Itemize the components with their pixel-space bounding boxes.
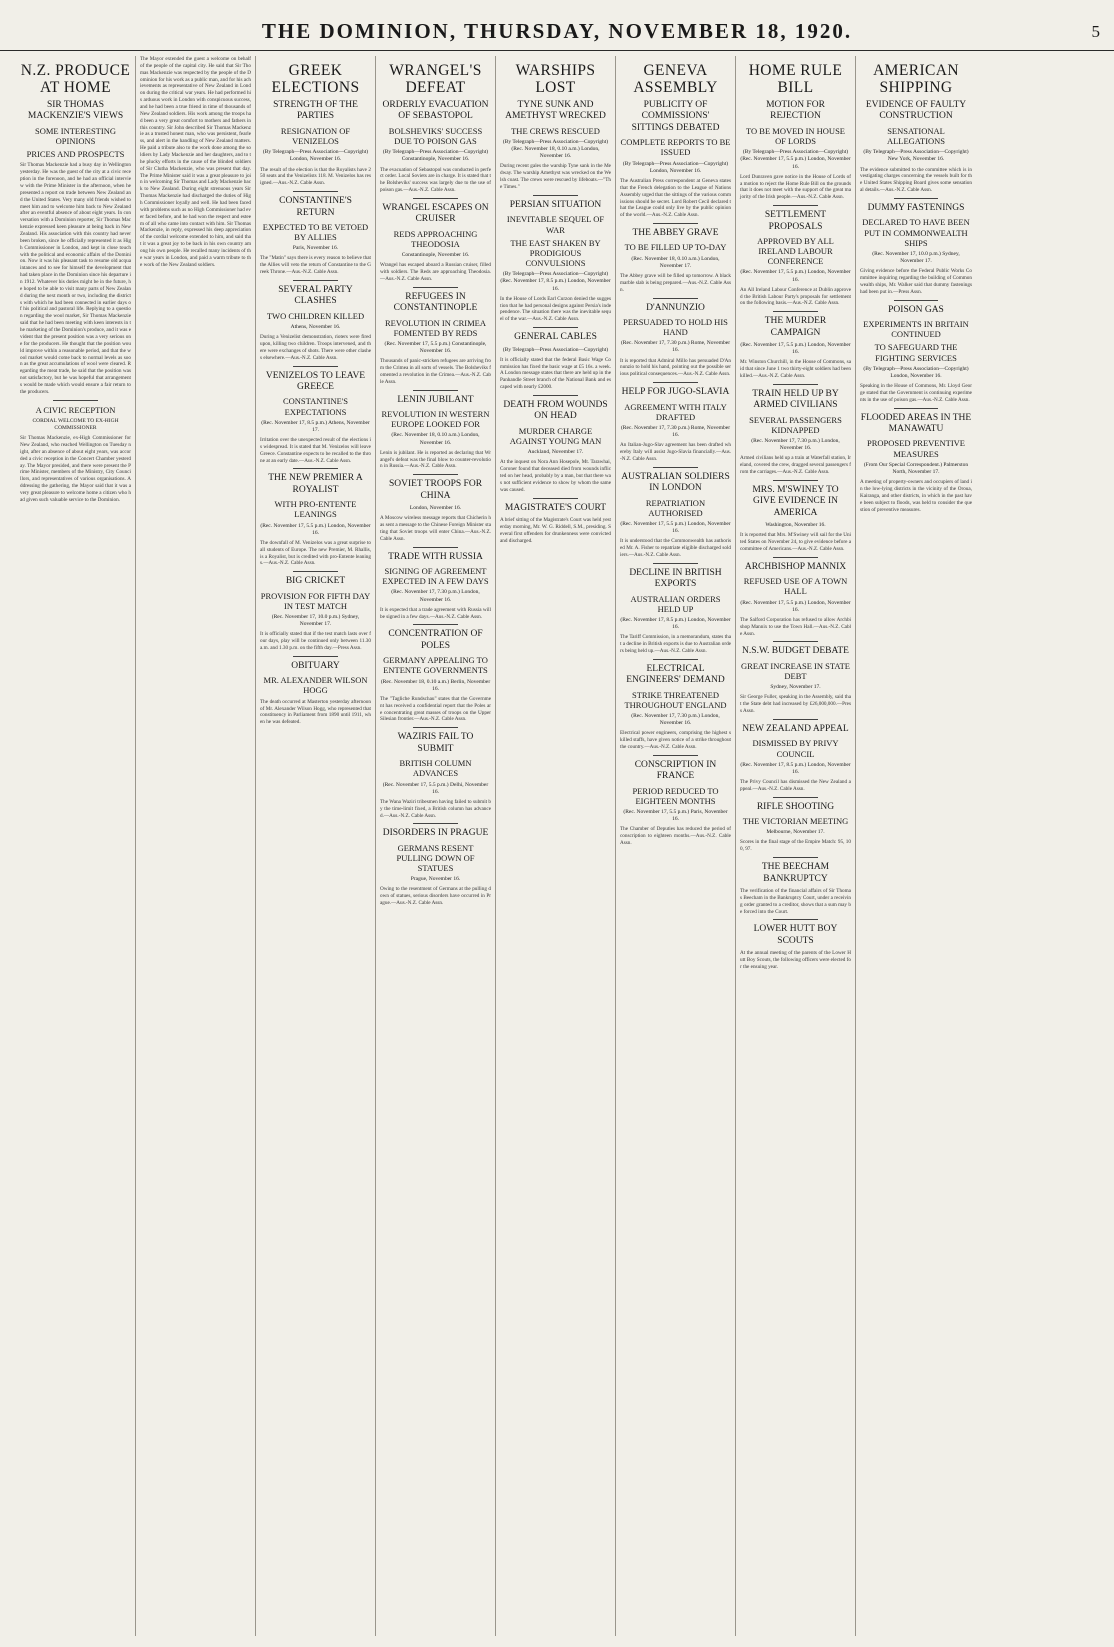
article-divider [293,656,337,657]
article-deck: TO BE FILLED UP TO-DAY [624,242,727,253]
article-headline: WRANGEL'S DEFEAT [389,62,482,97]
article [620,298,731,379]
article [740,384,851,476]
article-body: The result of the election is that the Royalists have 250 seats and the Venizelists 118. M. Venizelos has resigned.—Aus.-N.Z. Cable Assn. [260,166,371,187]
article-body: The evidence submitted to the committee which is investigating charges concerning the vessels built for the United States Shipping Board gives some sensational details.—Aus.-N.Z. Cable Assn. [860,166,972,194]
article [260,62,371,187]
article-body: The Tariff Commission, in a memorandum, states that a decline in British exports is due to Australian orders being held up.—Aus.-N.Z. Cable Assn. [620,634,731,654]
article [380,62,491,194]
article [260,656,371,726]
article-divider [53,400,97,401]
article-deck: TWO CHILDREN KILLED [266,310,365,321]
article-dateline: (Rec. November 17, 10.0 p.m.) Sydney, November 17. [271,614,360,628]
article-deck: PERIOD REDUCED TO EIGHTEEN MONTHS [632,785,719,806]
article-subheadline: PERSIAN SITUATION [509,199,602,210]
article [860,198,972,296]
article [620,467,731,559]
article-subheadline: STRENGTH OF THE PARTIES [273,100,358,122]
article-dateline: Prague, November 16. [410,876,461,883]
article [380,287,491,386]
article-subheadline: D'ANNUNZIO [646,302,705,313]
article-subheadline: CONCENTRATION OF POLES [388,629,483,651]
article [620,62,731,219]
article [260,280,371,362]
article [380,823,491,907]
newspaper-column [16,56,136,1636]
article-divider [653,755,697,756]
article-divider [773,205,817,206]
article [860,408,972,514]
newspaper-column [616,56,736,1636]
article-subheadline: HELP FOR JUGO-SLAVIA [621,387,730,398]
article-subheadline: WRANGEL ESCAPES ON CRUISER [382,202,489,225]
article-subheadline: GENERAL CABLES [514,332,597,343]
article [740,857,851,915]
article-deck: THE CREWS RESCUED [511,125,600,136]
article-subheadline: NEW ZEALAND APPEAL [742,723,849,734]
article-dateline: (By Telegraph—Press Association—Copyright) London, November 16. [262,149,369,163]
article-dateline: (Rec. November 17, 10.0 p.m.) Sydney, November 17. [872,250,960,265]
article-dateline: (Rec. November 17, 5.5 p.m.) London, November 16. [740,342,851,356]
article [740,557,851,638]
article [620,755,731,847]
article-deck: PROPOSED PREVENTIVE MEASURES [867,438,965,459]
article-dateline: (Rec. November 17, 5.5 p.m.) London, November 16. [260,522,371,536]
article-deck: APPROVED BY ALL IRELAND LABOUR CONFERENCE [757,235,834,267]
article [380,390,491,471]
article-body: An Italian-Jugo-Slav agreement has been drafted whereby Italy will assist Jugo-Slavia financially.—Aus.-N.Z. Cable Assn. [620,442,731,462]
article-body: The verification of the financial affairs of Sir Thomas Beecham in the Bankruptcy Court, under a receiving order granted to a creditor, shows that a sum may be forced into the Court. [740,887,851,915]
article-subheadline: RIFLE SHOOTING [756,801,835,812]
article-deck: COMPLETE REPORTS TO BE ISSUED [620,137,731,158]
article-dateline: (Rec. November 17, 5.5 p.m.) Constantinople, November 16. [384,341,487,355]
article-subheadline: ARCHBISHOP MANNIX [744,561,847,572]
article-body: It is officially stated that the federal Basic Wage Commission has fixed the basic wage at £5 16s. a week. A London message states that there are held up in the Panhandle Street branch of the National Bank and escaped with nearly £2000. [500,356,611,391]
article-deck: DISMISSED BY PRIVY COUNCIL [752,738,839,759]
article-subheadline: SEVERAL PARTY CLASHES [278,284,353,307]
article-divider [653,223,697,224]
article-dateline: (By Telegraph—Press Association—Copyright) [502,346,609,353]
article [500,62,611,191]
article [620,563,731,655]
article-dateline: Constantinople, November 16. [401,252,470,259]
article-deck: DECLARED TO HAVE BEEN PUT IN COMMONWEALTH SHIPS [862,217,970,248]
article-dateline: (Rec. November 17, 7.30 p.m.) London, November 16. [751,438,840,452]
article-deck: SEVERAL PASSENGERS KIDNAPPED [749,414,842,435]
article-body: The Mayor extended the guest a welcome on behalf of the people of the capital city. He said that Sir Thomas Mackenzie was respected by the people of the Dominion for his work as a public man, and for his achievements as representative of New Zealand in London during the critical war years. He had performed his arduous work in London with conspicuous success, and he had been a true friend in time of thousands of New Zealand soldiers. His work among the troops had been a very great comfort to mothers and fathers in this country. Sir John described Sir Thomas Mackenzie as a trusted honest man, who was persistent, fearless, and alert in the handling of New Zealand matters. He paid a tribute also to the work done among the soldiers by Lady Mackenzie and her daughters, and to the plucky efforts in the cause of the blinded soldiers of Sir Clutha Mackenzie, who was present that day. The Prime Minister said it was a great pleasure to join in welcoming Sir Thomas and Lady Mackenzie back to New Zealand. During eight strenuous years Sir Thomas Mackenzie had discharged the duties of High Commissioner loyally and well. He had been faced with problems such as no High Commissioner had ever faced before, and he had won the respect and esteem of all who came into contact with him. Sir Thomas Mackenzie, in reply, expressed his deep appreciation of the cordial welcome extended to him, and said that it was a great joy to be back in his own country among his own people. He recalled many incidents of the war years in London, and paid a warm tribute to the work of the New Zealand soldiers. [140,56,251,268]
article-dateline: (From Our Special Correspondent.) Palmerston North, November 17. [863,461,969,475]
article-deck: SIGNING OF AGREEMENT EXPECTED IN A FEW DAYS [382,566,489,587]
article-subheadline: THE NEW PREMIER A ROYALIST [268,473,363,495]
article [740,311,851,380]
article-body: A Moscow wireless message reports that Chicherin has sent a message to the Chinese Foreign Minister stating that Soviet troops will enter China.—Aus.-N.Z. Cable Assn. [380,515,491,542]
article-dateline: Paris, November 16. [292,245,339,252]
article-dateline: (Rec. November 17, 5.5 p.m.) London, November 16. [620,520,731,535]
article-deck-secondary: A CIVIC RECEPTION [35,404,116,415]
article-deck: REVOLUTION IN CRIMEA FOMENTED BY REDS [384,317,487,338]
article-divider [293,280,337,281]
article-dateline: Washington, November 16. [765,522,826,529]
article-dateline: (Rec. November 17, 7.30 p.m.) London, November 16. [391,589,480,603]
article-subheadline: BIG CRICKET [285,576,346,587]
article [740,719,851,793]
article-body: Electrical power engineers, comprising the highest skilled staffs, have given notice of a strike throughout the country.—Aus.-N.Z. Cable Assn. [620,730,731,750]
article-body: Speaking in the House of Commons, Mr. Lloyd George stated that the Government is continuing experiments in the use of poison gas.—Aus.-N.Z. Cable Assn. [860,383,972,403]
article-deck: PROVISION FOR FIFTH DAY IN TEST MATCH [260,590,371,611]
article-subheadline: THE ABBEY GRAVE [632,228,719,239]
article-divider [413,823,457,824]
article-subheadline: DUMMY FASTENINGS [867,202,965,213]
article-headline: N.Z. PRODUCE AT HOME [20,62,131,97]
article-dateline: (By Telegraph—Press Association—Copyright) (Rec. November 18, 0.10 a.m.) London, November 16. [502,139,609,160]
article-deck: GERMANY APPEALING TO ENTENTE GOVERNMENTS [383,655,488,676]
article-deck: EXPECTED TO BE VETOED BY ALLIES [262,221,369,243]
article-subheadline: TYNE SUNK AND AMETHYST WRECKED [505,100,606,122]
article-subheadline: CONSTANTINE'S RETURN [279,196,352,218]
article-body: Wrangel has escaped aboard a Russian cruiser, filled with soldiers. The Reds are approaching Theodosia.—Aus.-N.Z. Cable Assn. [380,262,491,282]
article-dateline: (By Telegraph—Press Association—Copyright) New York, November 16. [863,149,969,163]
article-body: The "Matin" says there is every reason to believe that the Allies will veto the return of Constantine to the Greek Throne.—Aus.-N.Z. Cable Assn. [260,255,371,276]
article-subheadline: LOWER HUTT BOY SCOUTS [753,924,838,946]
article-divider [653,467,697,468]
article-divider [653,382,697,383]
article-body: The evacuation of Sebastopol was conducted in perfect order. Local Soviets are in charge. It is stated that the Bolsheviks' success was largely due to the use of poison gas.—Aus.-N.Z. Cable Assn. [380,166,491,194]
article-body: At the inquest on Nora Ann Hosepole, Mt. Tarawhai, Coroner found that deceased died from wounds inflicted on her head, probably by a man, but that there was not sufficient evidence to show by whom the same was caused. [500,459,611,493]
article-divider [773,384,817,385]
article-deck: WITH PRO-ENTENTE LEANINGS [274,499,357,520]
article-divider [413,198,457,199]
article-body: During a Venizelist demonstration, rioters were fired upon, killing two children. Troops intervened, and there were exchanges of shots. There were other clashes elsewhere.—Aus.-N.Z. Cable Assn. [260,334,371,361]
article-subheadline: DEATH FROM WOUNDS ON HEAD [503,399,608,422]
article-deck-secondary: TO SAFEGUARD THE FIGHTING SERVICES [874,342,958,363]
article-subheadline: EVIDENCE OF FAULTY CONSTRUCTION [865,100,967,122]
article-subheadline: LENIN JUBILANT [397,394,474,405]
article-deck: MURDER CHARGE AGAINST YOUNG MAN [509,425,602,446]
article-body: The death occurred at Masterton yesterday afternoon of Mr. Alexander Wilson Hogg, who represented that constituency in Parliament from 1890 until 1911, when he was defeated. [260,698,371,726]
article-body: It is understood that the Commonwealth has authorised Mr. A. Fisher to repatriate eligible discharged soldiers.—Aus.-N.Z. Cable Assn. [620,538,731,558]
newspaper-column [376,56,496,1636]
article-dateline: (Rec. November 17, 7.30 p.m.) Rome, November 16. [620,424,731,439]
article-body: The downfall of M. Venizelos was a great surprise to all students of Europe. The new Premier, M. Rhallis, is a Royalist, but is credited with pro-Entente leanings.—Aus.-N.Z. Cable Assn. [260,539,371,567]
article-deck: REPATRIATION AUTHORISED [645,497,706,518]
article [740,62,851,201]
article-deck: BOLSHEVIKS' SUCCESS DUE TO POISON GAS [388,125,483,147]
article-divider [293,191,337,192]
article-body: The Australian Press correspondent at Geneva states that the French delegation to the League of Nations Assembly urged that the sittings of the various commissions should be secret. Lord Robert Cecil declared that the League could only live by the public opinion of the world.—Aus.-N.Z. Cable Assn. [620,177,731,219]
article-divider [533,498,577,499]
article [740,797,851,853]
article [500,327,611,391]
article-body: Sir Thomas Mackenzie had a busy day in Wellington yesterday. He was the guest of the city at a civic reception in the forenoon, and he had an official interview with the Prime Minister in the afternoon, when he presented a report on trade between New Zealand and the United States. Very many old friends wished to meet him and to welcome him back to New Zealand after an eventful absence of about eight years. In conversation with a Dominion reporter, Sir Thomas Mackenzie expressed keen pleasure at being back in New Zealand. His association with this country had never been broken, since he officially represented it as High Commissioner in London, and kept in close touch with the political and economic affairs of the Dominion. Now it was his pleasant task to resume old acquaintances and to see for himself the development that had taken place in the Dominion since his departure in 1912. Whatever his duties might be in the future, he hoped to be able to visit many parts of New Zealand during the next month or two, including the districts with which he had been connected in earlier days of his political and pastoral life. Replying to a question regarding the wool market, Sir Thomas Mackenzie said that he had been meeting with keen interests in the marketing of the Dominion's produce, and it was evident that the present position was a very serious one for the producers. He thought that the position would improve within a reasonable period, and that the wool market would come back to normal levels as soon as the great accumulations of wool were cleared. Regarding the meat trade, he said that the position was not satisfactory, but he was hopeful that arrangements would be made which would ensure a fair return to the producers. [20,162,131,395]
article-divider [773,641,817,642]
article-deck: REDS APPROACHING THEODOSIA [393,228,478,249]
article-body: Thousands of panic-stricken refugees are arriving from the Crimea in all sorts of vessels. The Bolsheviks fomented a revolution in the Crimea.—Aus.-N.Z. Cable Assn. [380,358,491,385]
article-dateline: CORDIAL WELCOME TO EX-HIGH COMMISSIONER [32,417,119,431]
article-subheadline: N.S.W. BUDGET DEBATE [742,646,849,657]
article [740,205,851,307]
article [740,480,851,553]
article-body: Sir George Fuller, speaking in the Assembly, said that the State debt had increased by £26,000,000.—Press Assn. [740,694,851,715]
article-deck: SOME INTERESTING OPINIONS [35,125,116,147]
article-dateline: Melbourne, November 17. [766,829,825,836]
article-subheadline: SIR THOMAS MACKENZIE'S VIEWS [27,100,124,122]
article-deck: MR. ALEXANDER WILSON HOGG [263,675,368,696]
article-divider [653,659,697,660]
article-divider [293,571,337,572]
article-deck-secondary: THE EAST SHAKEN BY PRODIGIOUS CONVULSIONS [510,237,601,269]
article [500,195,611,323]
article-body: Mr. Winston Churchill, in the House of Commons, said that since June 1 two thirty-eight soldiers had been killed.—Aus.-N.Z. Cable Assn. [740,359,851,380]
article-dateline: (Rec. November 17, 5.5 p.m.) Delhi, November 16. [382,781,489,795]
article-dateline: (Rec. November 17, 8.5 p.m.) Athens, November 17. [261,419,370,433]
article-body: It is reported that Admiral Millo has persuaded D'Annunzio to hold his hand, pointing out the possible serious political consequences.—Aus.-N.Z. Cable Assn. [620,357,731,378]
article-divider [773,480,817,481]
newspaper-column [736,56,856,1636]
article-body: The Privy Council has dismissed the New Zealand appeal.—Aus.-N.Z. Cable Assn. [740,779,851,792]
newspaper-column [256,56,376,1636]
article-divider [653,563,697,564]
article-divider [413,390,457,391]
article-deck: INEVITABLE SEQUEL OF WAR [506,214,605,235]
article-divider [894,408,939,409]
article-subheadline: VENIZELOS TO LEAVE GREECE [265,370,366,392]
article-body: Irritation over the unexpected result of the elections is widespread. It is stated that M. Venizelos will leave Greece. Constantine expects to be recalled to the throne at an early date.—Aus.-N.Z. Cable Assn. [260,436,371,464]
article [380,198,491,283]
article [500,498,611,545]
article-divider [894,300,939,301]
article-body: The Chamber of Deputies has reduced the period of conscription to eighteen months.—Aus.-N.Z. Cable Assn. [620,826,731,846]
article-deck: RESIGNATION OF VENIZELOS [280,125,351,147]
article-headline: GENEVA ASSEMBLY [633,62,718,97]
article-subheadline: REFUGEES IN CONSTANTINOPLE [393,291,478,314]
article-dateline: (Rec. November 17, 8.5 p.m.) London, November 16. [740,761,851,775]
article-body: At the annual meeting of the parents of the Lower Hutt Boy Scouts, the following officers were elected for the ensuing year. [740,950,851,970]
article-body: Sir Thomas Mackenzie, ex-High Commissioner for New Zealand, who reached Wellington on Tuesday night, after an absence of about eight years, was accorded a civic reception in the Concert Chamber yesterday. The Mayor presided, and there were present the Prime Minister, members of the Ministry, City Councillors, and representatives of various organisations. Addressing the gathering, the Mayor said that it was a very great pleasure to welcome home a citizen who had given such valuable service to the Dominion. [20,435,131,503]
article-divider [293,468,337,469]
article [140,56,251,269]
article-deck: REVOLUTION IN WESTERN EUROPE LOOKED FOR [381,409,490,430]
article [620,382,731,463]
newspaper-title: THE DOMINION, THURSDAY, NOVEMBER 18, 1920. [261,19,853,43]
article-body: A meeting of property-owners and occupiers of land in the low-lying districts in the vicinity of the Oroua, Kairanga, and other districts, in which in the past have been subject to floods, was held to consider the question of preventive measures. [860,479,972,513]
article-body: A brief sitting of the Magistrate's Court was held yesterday morning, Mr. W. G. Riddell, S.M., presiding. Several first offenders for drunkenness were convicted and discharged. [500,516,611,544]
article [860,300,972,404]
newspaper-column [496,56,616,1636]
article-body: The Abbey grave will be filled up tomorrow. A black marble slab is being prepared.—Aus.-N.Z. Cable Assn. [620,272,731,293]
article-body: An All Ireland Labour Conference at Dublin approved the British Labour Party's proposals for settlement on the following basis.—Aus.-N.Z. Cable Assn. [740,286,851,307]
article-divider [293,366,337,367]
article-dateline: (Rec. November 18, 0.10 a.m.) London, November 17. [631,255,720,269]
article-dateline: (By Telegraph—Press Association—Copyright) London, November 16. [622,160,729,174]
article-dateline: Auckland, November 17. [527,449,584,456]
article-body: Armed civilians held up a train at Waterfall station, Ireland, covered the crew, dragged several passengers from the carriages.—Aus.-N.Z. Cable Assn. [740,455,851,476]
article-subheadline: TRAIN HELD UP BY ARMED CIVILIANS [752,388,839,411]
article-subheadline: ELECTRICAL ENGINEERS' DEMAND [626,663,725,686]
article [260,468,371,567]
article-dateline: (Rec. November 17, 8.5 p.m.) London, November 16. [620,616,731,631]
article [260,191,371,276]
article-subheadline: PUBLICITY OF COMMISSIONS' SITTINGS DEBATED [631,100,720,133]
article-dateline: Athens, November 16. [290,323,341,330]
article-deck: SENSATIONAL ALLEGATIONS [886,125,946,147]
article-subheadline: SOVIET TROOPS FOR CHINA [388,479,483,501]
article-body: During recent gales the warship Tyne sank in the Medway. The warship Amethyst was wrecked on the Welsh coast. The crews were rescued by lifeboats.—"The Times." [500,163,611,191]
article-dateline: London, November 16. [409,505,462,512]
article-deck-secondary: PRICES AND PROSPECTS [26,149,125,160]
article-divider [413,727,457,728]
article-body: The Salford Corporation has refused to allow Archbishop Mannix to use the Town Hall.—Aus.-N.Z. Cable Assn. [740,616,851,637]
article-subheadline: WAZIRIS FAIL TO SUBMIT [397,732,474,754]
article-divider [773,311,817,312]
article-dateline: (Rec. November 17, 7.30 p.m.) London, November 16. [631,712,720,727]
article-dateline: (Rec. November 18, 0.10 a.m.) London, November 16. [391,432,480,446]
article-subheadline: MOTION FOR REJECTION [766,100,825,122]
article-body: It is expected that a trade agreement with Russia will be signed in a few days.—Aus.-N.Z. Cable Assn. [380,606,491,620]
article [620,659,731,751]
article-dateline: Sydney, November 17. [770,684,821,691]
article-dateline: (Rec. November 17, 5.5 p.m.) London, November 16. [740,599,851,613]
article-subheadline: OBITUARY [291,660,340,671]
article-body: In the House of Lords Earl Curzon denied the suggestion that he had personal designs against Persia's independence. The situation there was the inevitable sequel of the war.—Aus.-N.Z. Cable Assn. [500,295,612,323]
article-deck: CONSTANTINE'S EXPECTATIONS [282,396,349,417]
article-dateline: (By Telegraph—Press Association—Copyright) (Rec. November 17, 5.5 p.m.) London, November 16. [740,149,851,170]
newspaper-column [136,56,256,1636]
article-divider [773,719,817,720]
article-divider [533,195,577,196]
article-subheadline: FLOODED AREAS IN THE MANAWATU [860,412,972,435]
article-body: The "Tagliche Rundschau" states that the Government has received a confidential report that the Poles are concentrating great masses of troops on the Upper Silesian frontier.—Aus.-N.Z. Cable Assn. [380,695,491,723]
article [380,624,491,723]
article-deck: BRITISH COLUMN ADVANCES [399,758,472,779]
article-subheadline: DECLINE IN BRITISH EXPORTS [629,567,722,590]
article-body: The Wana Waziri tribesmen having failed to submit by the time-limit fixed, a British column has advanced.—Aus.-N.Z. Cable Assn. [380,798,491,819]
article-divider [413,287,457,288]
article-divider [653,298,697,299]
article [380,474,491,542]
article [20,400,131,504]
article-headline: WARSHIPS LOST [515,62,596,97]
page-columns [16,56,1102,1636]
newspaper-column [856,56,976,1636]
article-divider [413,474,457,475]
article-divider [773,919,817,920]
article-subheadline: MRS. M'SWINEY TO GIVE EVIDENCE IN AMERICA [752,484,839,518]
article-subheadline: THE MURDER CAMPAIGN [764,316,827,338]
page-number: 5 [1091,22,1100,41]
article-headline: AMERICAN SHIPPING [873,62,959,97]
article-subheadline: TRADE WITH RUSSIA [388,551,483,562]
article-deck: THE VICTORIAN MEETING [742,816,849,827]
article-deck: STRIKE THREATENED THROUGHOUT ENGLAND [624,689,727,710]
article-body: Lord Dunraven gave notice in the House of Lords of a motion to reject the Home Rule Bill on the grounds that it does not meet with the support of the great majority of the Irish people.—Aus.-N.Z. Cable Assn. [740,173,851,201]
article-divider [773,557,817,558]
article-body: It is officially stated that if the test match lasts over four days, play will be continued only between 11.30 a.m. and 1.30 p.m. on the fifth day.—Press Assn. [260,631,371,652]
article-subheadline: MAGISTRATE'S COURT [504,502,607,513]
article-subheadline: POISON GAS [888,304,944,315]
article-deck: PERSUADED TO HOLD HIS HAND [623,316,728,338]
article [860,62,972,194]
article-dateline: (By Telegraph—Press Association—Copyright) (Rec. November 17, 8.5 p.m.) London, November 16. [500,271,611,292]
article-divider [533,327,577,328]
article [20,62,131,396]
article-headline: GREEK ELECTIONS [271,62,360,97]
article-divider [894,198,939,199]
article-subheadline: ORDERLY EVACUATION OF SEBASTOPOL [382,100,489,122]
article-body: Owing to the resentment of Germans at the pulling down of statues, serious disorders have occurred in Prague.—Aus.-N.Z. Cable Assn. [380,886,491,907]
article-subheadline: SETTLEMENT PROPOSALS [764,210,827,232]
article [380,547,491,621]
article-body: Scores in the final stage of the Empire Match: 95, 100, 97. [740,839,851,853]
article-dateline: (Rec. November 17, 5.5 p.m.) London, November 16. [740,269,851,283]
article-deck: REFUSED USE OF A TOWN HALL [743,576,848,597]
article-subheadline: CONSCRIPTION IN FRANCE [634,759,717,782]
article-subheadline: THE BEECHAM BANKRUPTCY [761,862,830,884]
article-body: Giving evidence before the Federal Public Works Committee inquiring regarding the building of Commonwealth ships, Mr. Walker said that dummy fastenings had been put in.—Press Assn. [860,268,972,295]
article-subheadline: AUSTRALIAN SOLDIERS IN LONDON [621,471,730,494]
article [260,366,371,465]
article-divider [413,547,457,548]
article [380,727,491,819]
article-deck: AGREEMENT WITH ITALY DRAFTED [624,401,727,422]
article-deck: GREAT INCREASE IN STATE DEBT [741,660,850,682]
article-deck: TO BE MOVED IN HOUSE OF LORDS [745,125,845,147]
article-divider [773,797,817,798]
article-dateline: (Rec. November 17, 5.5 p.m.) Paris, November 16. [623,808,728,823]
article-deck: AUSTRALIAN ORDERS HELD UP [630,593,721,614]
article-subheadline: DISORDERS IN PRAGUE [382,828,489,839]
article-body: Lenin is jubilant. He is reported as declaring that Wrangel's defeat was the final blow to counter-revolution in Russia.—Aus.-N.Z. Cable Assn. [380,449,491,470]
article-deck: GERMANS RESENT PULLING DOWN OF STATUES [396,842,475,874]
article-divider [533,395,577,396]
article [500,395,611,494]
article-body: It is reported that Mrs. M'Swiney will sail for the United States on November 24, to give evidence before a committee of Americans.—Aus.-N.Z. Cable Assn. [740,532,851,552]
masthead [0,0,1114,51]
article-divider [773,857,817,858]
article-dateline: (By Telegraph—Press Association—Copyright) Constantinople, November 16. [382,149,489,163]
article [740,919,851,970]
article-dateline: (Rec. November 17, 7.30 p.m.) Rome, November 16. [620,340,731,354]
article-divider [413,624,457,625]
article-dateline: (Rec. November 18, 0.10 a.m.) Berlin, November 16. [380,678,491,692]
article [740,641,851,714]
article-deck: EXPERIMENTS IN BRITAIN CONTINUED [863,319,969,340]
article-dateline: (By Telegraph—Press Association—Copyright) London, November 16. [863,365,969,379]
article-headline: HOME RULE BILL [748,62,843,97]
article [260,571,371,652]
article [620,223,731,293]
